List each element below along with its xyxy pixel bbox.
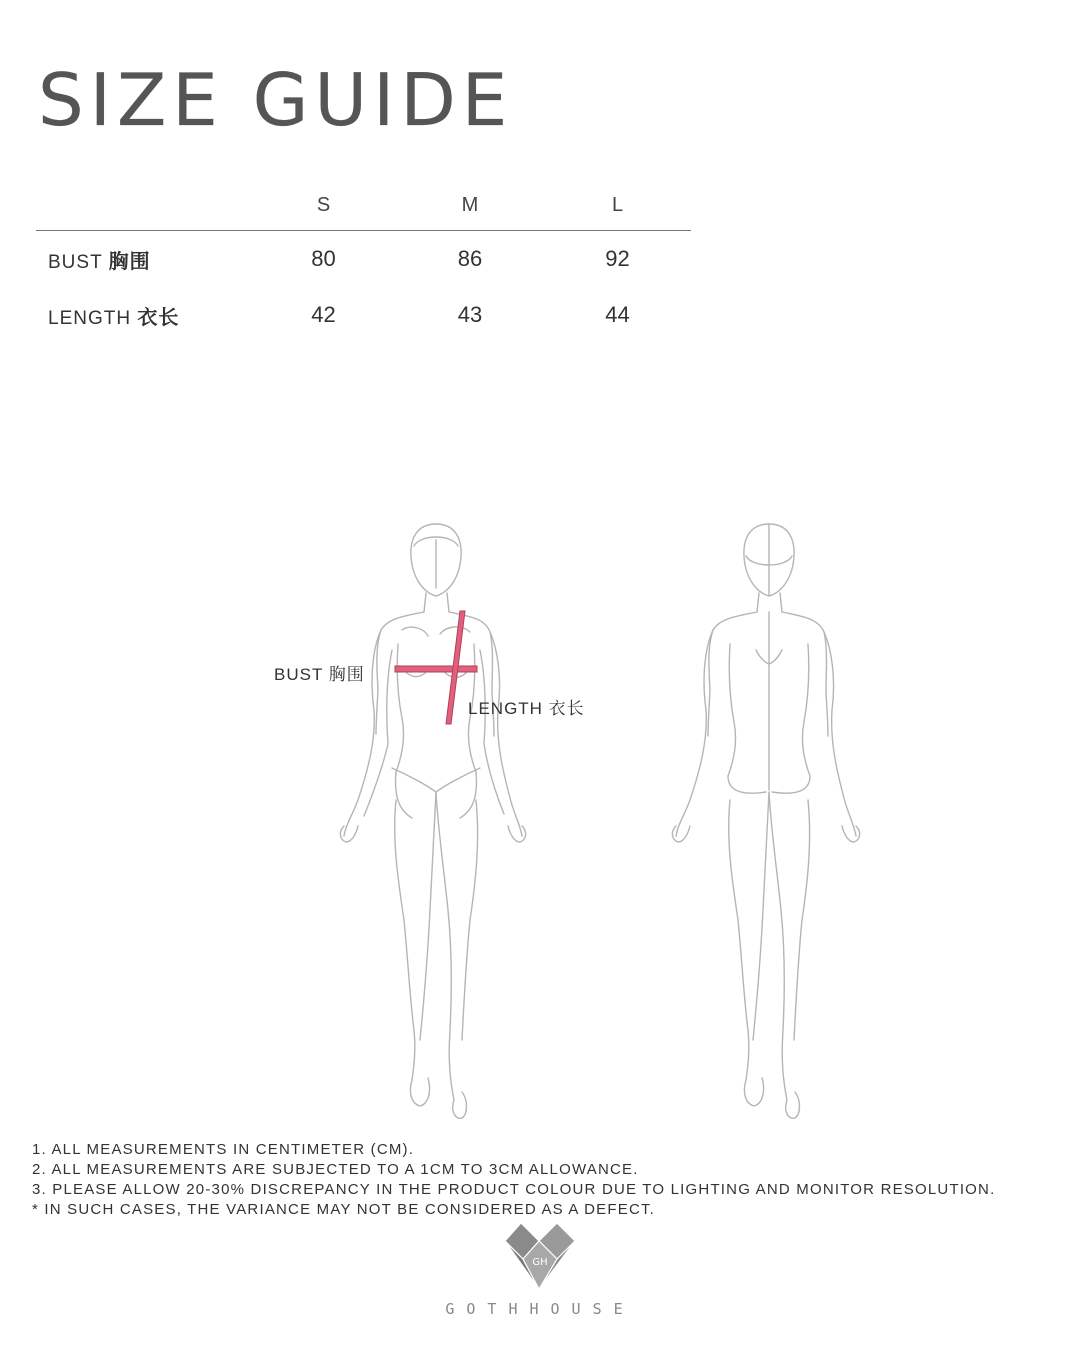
- table-cell: 43: [457, 302, 483, 327]
- page-title: SIZE GUIDE: [38, 58, 514, 142]
- size-table: [36, 180, 691, 343]
- note-item: 3. PLEASE ALLOW 20-30% DISCREPANCY IN THE PRODUCT COLOUR DUE TO LIGHTING AND MONITOR RESOLUTION.: [32, 1181, 996, 1198]
- column-header-s: S: [251, 180, 396, 231]
- front-figure: [340, 524, 525, 1118]
- note-item: 1. ALL MEASUREMENTS IN CENTIMETER (CM).: [32, 1141, 415, 1158]
- note-item: 2. ALL MEASUREMENTS ARE SUBJECTED TO A 1CM TO 3CM ALLOWANCE.: [32, 1161, 639, 1178]
- row-label-length: [36, 287, 251, 343]
- row-label-en: BUST: [48, 251, 103, 273]
- croquis-illustration: [0, 500, 1080, 1130]
- notes: [32, 1140, 1042, 1220]
- row-label-zh: 胸围: [108, 250, 151, 273]
- table-row-bust: [36, 231, 691, 288]
- table-cell: 80: [311, 246, 336, 271]
- table-row-length: [36, 287, 691, 343]
- table-header-row: [36, 180, 691, 231]
- diagram-bust-label: BUST 胸围: [274, 665, 365, 684]
- figure-diagram: [0, 500, 1080, 1130]
- table-cell: 92: [605, 246, 630, 271]
- bust-marker: [395, 666, 477, 672]
- column-header-m: M: [396, 180, 544, 231]
- table-cell: 44: [605, 302, 630, 327]
- column-header-l: L: [544, 180, 691, 231]
- logo-monogram: GH: [532, 1257, 548, 1268]
- row-label-zh: 衣长: [137, 306, 180, 329]
- diagram-length-label: LENGTH 衣长: [468, 699, 585, 718]
- faceted-heart-icon: [503, 1221, 577, 1291]
- table-cell: 42: [311, 302, 336, 327]
- back-figure: [672, 524, 859, 1118]
- note-item: * IN SUCH CASES, THE VARIANCE MAY NOT BE CONSIDERED AS A DEFECT.: [32, 1201, 656, 1218]
- row-label-en: LENGTH: [48, 307, 132, 329]
- row-label-bust: [36, 231, 251, 288]
- table-cell: 86: [457, 246, 483, 271]
- brand-name: GOTHHOUSE: [445, 1300, 635, 1318]
- column-header-label: [36, 180, 251, 231]
